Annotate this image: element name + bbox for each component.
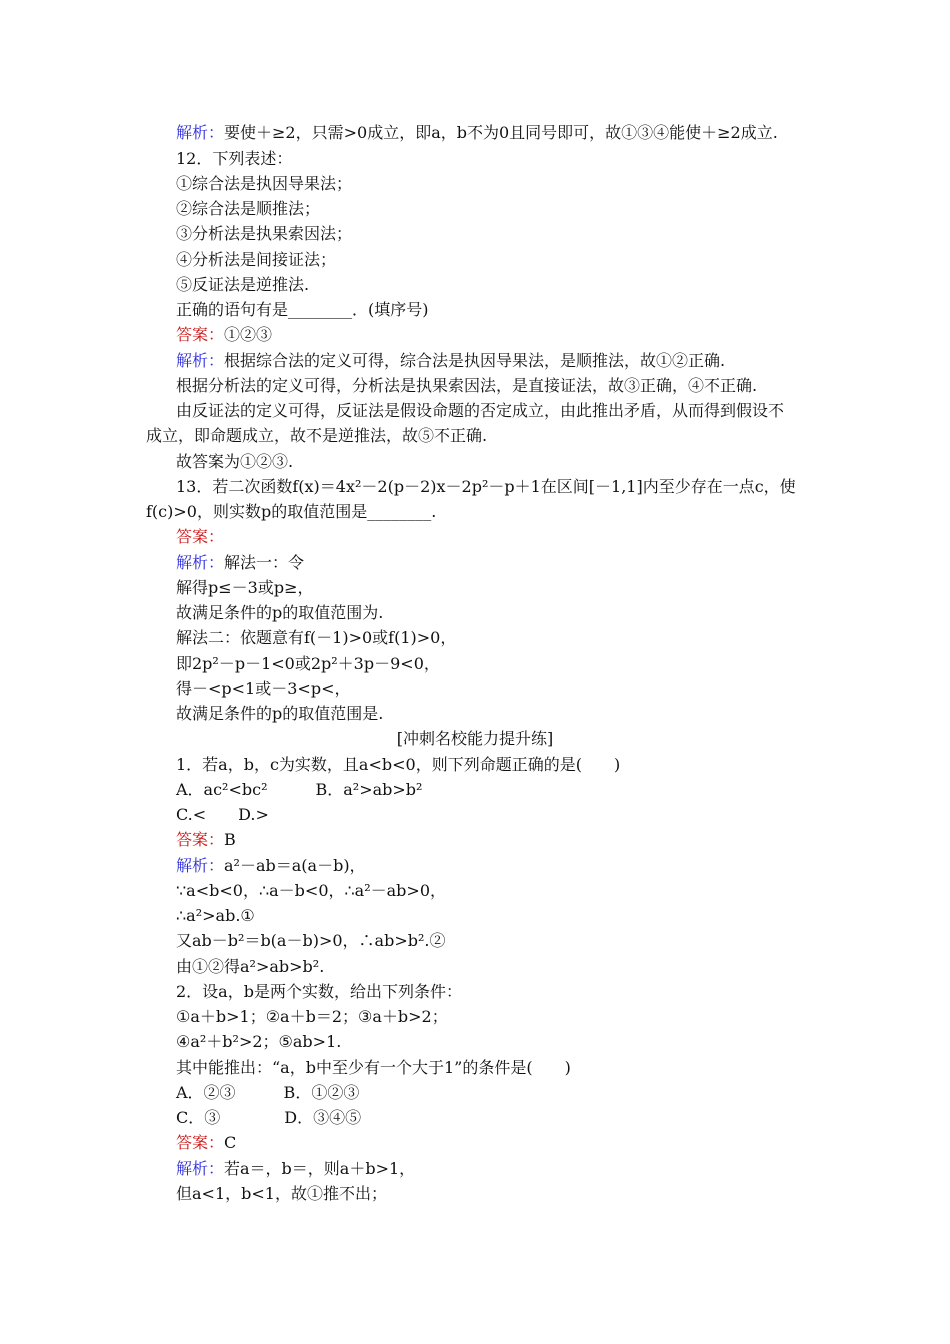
- text-line: 故答案为①②③.: [176, 452, 294, 471]
- text-line: 解法二：依题意有f(－1)>0或f(1)>0，: [176, 628, 457, 647]
- question-12-prompt: 正确的语句有是________．(填序号): [176, 300, 429, 319]
- text-line: 但a<1，b<1，故①推不出；: [176, 1184, 387, 1203]
- analysis-line: 解析：解法一：令: [176, 553, 305, 572]
- question-12-title: 12．下列表述：: [176, 149, 293, 168]
- answer-line: 答案：B: [176, 830, 236, 849]
- answer-label: 答案：: [176, 830, 225, 849]
- question-13-prompt: f(c)>0，则实数p的取值范围是________.: [146, 502, 437, 521]
- text-line: 解得p≤－3或p≥，: [176, 578, 314, 597]
- question-2-prompt: 其中能推出：“a，b中至少有一个大于1”的条件是( ): [176, 1058, 571, 1077]
- question-1-options-ab: A．ac²<bc² B．a²>ab>b²: [176, 780, 423, 799]
- answer-label: 答案：: [176, 1133, 225, 1152]
- answer-label: 答案：: [176, 325, 225, 344]
- analysis-label: 解析：: [176, 856, 225, 875]
- section-heading: [冲刺名校能力提升练]: [396, 729, 554, 748]
- condition-line: ④a²＋b²>2；⑤ab>1.: [176, 1032, 342, 1051]
- statement-2: ②综合法是顺推法；: [176, 199, 321, 218]
- analysis-label: 解析：: [176, 553, 225, 572]
- analysis-label: 解析：: [176, 351, 225, 370]
- text-line: 得－<p<1或－3<p<，: [176, 679, 351, 698]
- question-13-title: 13．若二次函数f(x)＝4x²－2(p－2)x－2p²－p＋1在区间[－1,1]内至少存在一点c，使: [176, 477, 796, 496]
- statement-3: ③分析法是执果索因法；: [176, 224, 353, 243]
- statement-5: ⑤反证法是逆推法.: [176, 275, 310, 294]
- text-line: 故满足条件的p的取值范围为.: [176, 603, 384, 622]
- text-line: 成立，即命题成立，故不是逆推法，故⑤不正确.: [146, 426, 488, 445]
- answer-line: [176, 527, 224, 547]
- question-2-title: 2．设a，b是两个实数，给出下列条件：: [176, 982, 462, 1001]
- answer-line: 答案：C: [176, 1133, 237, 1152]
- question-1-options-cd: C.< D.>: [176, 805, 269, 824]
- question-1-title: 1．若a，b，c为实数，且a<b<0，则下列命题正确的是( ): [176, 755, 621, 774]
- answer-label: 答案：: [176, 527, 225, 546]
- analysis-line: 解析：a²－ab＝a(a－b)，: [176, 856, 366, 875]
- text-line: ∵a<b<0，∴a－b<0，∴a²－ab>0，: [176, 881, 447, 900]
- text-line: 由①②得a²>ab>b².: [176, 957, 325, 976]
- question-2-options-cd: C．③ D．③④⑤: [176, 1108, 362, 1127]
- question-2-options-ab: A．②③ B．①②③: [176, 1083, 360, 1102]
- analysis-line: 解析：要使＋≥2，只需>0成立，即a，b不为0且同号即可，故①③④能使＋≥2成立.: [176, 123, 778, 142]
- text-line: ∴a²>ab.①: [176, 906, 255, 925]
- text-line: 即2p²－p－1<0或2p²＋3p－9<0，: [176, 654, 440, 673]
- text-line: 故满足条件的p的取值范围是.: [176, 704, 384, 723]
- text-line: 根据分析法的定义可得，分析法是执果索因法，是直接证法，故③正确，④不正确.: [176, 376, 758, 395]
- analysis-line: 解析：若a＝，b＝，则a＋b>1，: [176, 1159, 416, 1178]
- condition-line: ①a＋b>1；②a＋b＝2；③a＋b>2；: [176, 1007, 448, 1026]
- statement-4: ④分析法是间接证法；: [176, 250, 337, 269]
- analysis-line: 解析：根据综合法的定义可得，综合法是执因导果法，是顺推法，故①②正确.: [176, 351, 726, 370]
- text-line: 由反证法的定义可得，反证法是假设命题的否定成立，由此推出矛盾，从而得到假设不: [176, 401, 785, 420]
- text-line: 又ab－b²＝b(a－b)>0，∴ab>b².②: [176, 931, 446, 950]
- analysis-label: 解析：: [176, 123, 225, 142]
- answer-line: 答案：①②③: [176, 325, 273, 344]
- statement-1: ①综合法是执因导果法；: [176, 174, 353, 193]
- analysis-label: 解析：: [176, 1159, 225, 1178]
